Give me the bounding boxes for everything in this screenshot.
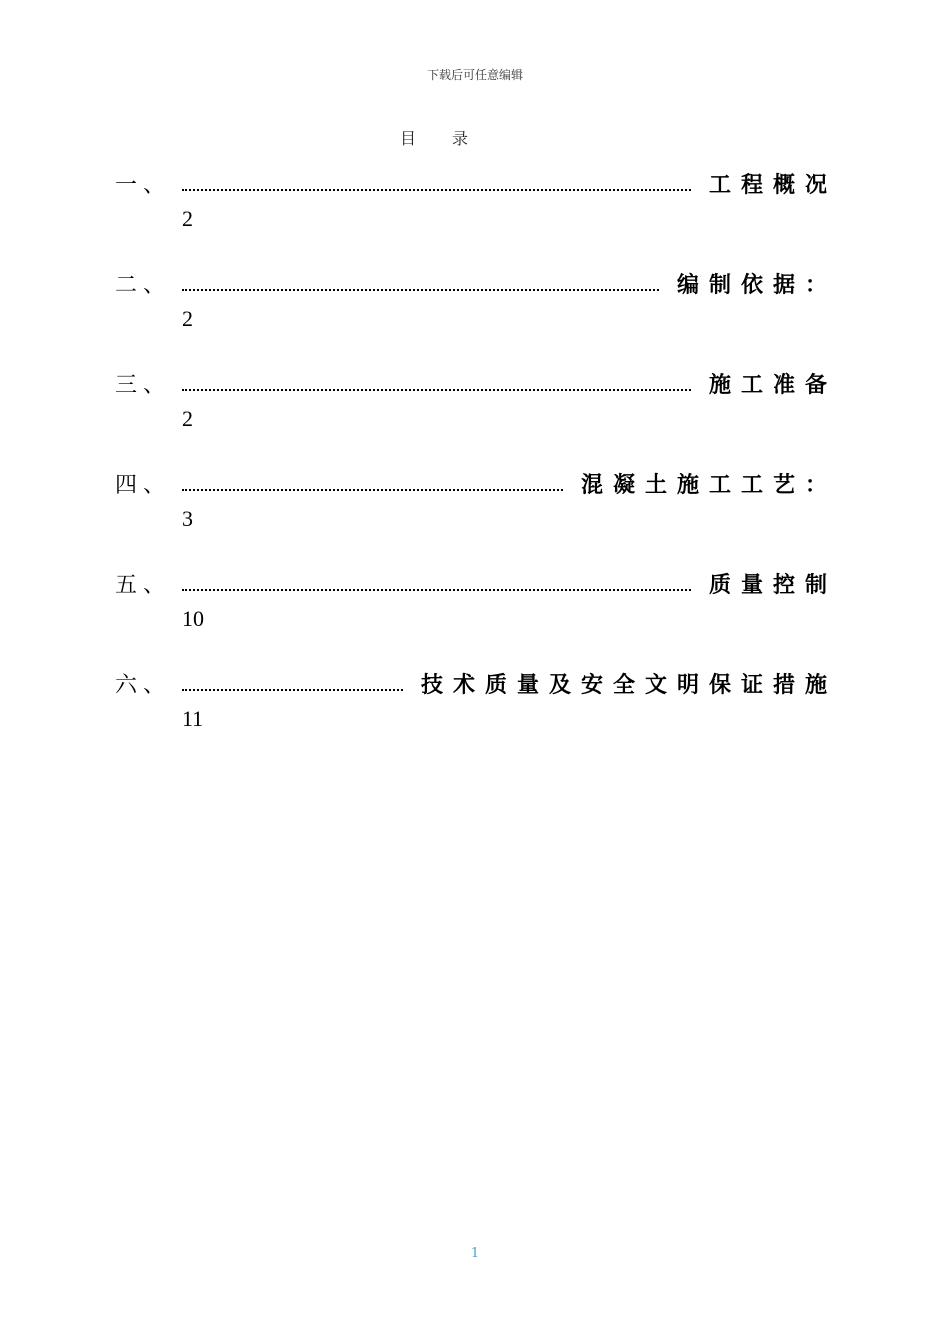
toc-entry-page: 2 [182, 306, 193, 331]
header-note: 下载后可任意编辑 [426, 68, 523, 82]
toc-entry-heading: 工程概况 [708, 172, 837, 198]
toc-entry-number: 六、 [115, 672, 172, 698]
toc-entry-number: 一、 [115, 172, 172, 198]
dot-leader [182, 668, 403, 698]
toc-entry-page: 10 [182, 606, 204, 631]
toc-entry-number: 四、 [115, 472, 172, 498]
toc-entry[interactable] [115, 268, 837, 368]
dot-leader [182, 268, 659, 298]
toc-entry[interactable] [115, 468, 837, 568]
dot-leader [182, 168, 691, 198]
toc-entry-page: 2 [182, 406, 193, 431]
dot-leader [182, 568, 691, 598]
toc-title-char-2: 录 [452, 129, 469, 148]
toc-entry[interactable] [115, 368, 837, 468]
toc-title [400, 126, 468, 149]
toc-entry-number: 五、 [115, 572, 172, 598]
toc-title-char-1: 目 [400, 129, 417, 148]
toc-entry-heading: 编制依据： [676, 272, 837, 298]
toc-entry-page: 11 [182, 706, 204, 731]
toc-entry[interactable] [115, 668, 837, 768]
toc-entry-number: 三、 [115, 372, 172, 398]
toc-entry[interactable] [115, 568, 837, 668]
toc-entry-heading: 质量控制 [708, 572, 837, 598]
dot-leader [182, 368, 691, 398]
dot-leader [182, 468, 563, 498]
toc-entry[interactable] [115, 168, 837, 268]
toc-entry-heading: 施工准备 [708, 372, 837, 398]
page-number: 1 [470, 1246, 480, 1261]
toc-entry-page: 3 [182, 506, 193, 531]
toc-entry-heading: 技术质量及安全文明保证措施 [420, 672, 837, 698]
toc-entry-number: 二、 [115, 272, 172, 298]
toc-entry-heading: 混凝土施工工艺： [580, 472, 837, 498]
toc-entry-page: 2 [182, 206, 193, 231]
